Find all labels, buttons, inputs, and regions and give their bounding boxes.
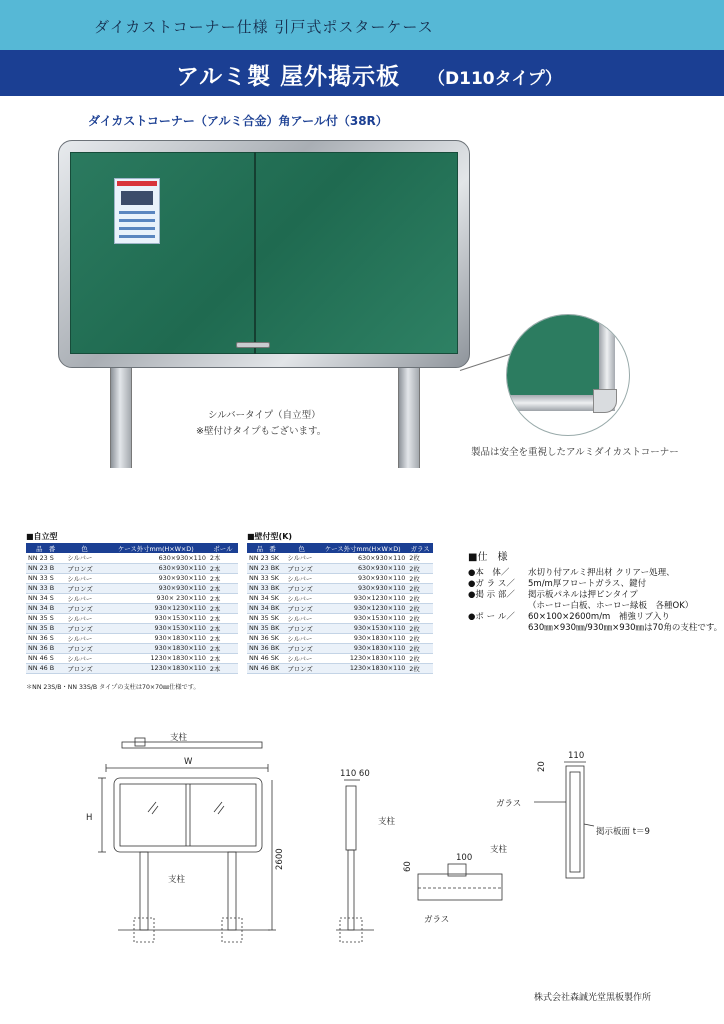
table-cell: 2本 <box>208 593 238 603</box>
table-row <box>247 593 433 603</box>
spec-item-label: ●ポ ー ル／ <box>468 612 515 622</box>
table-cell: 930×1530×110 <box>104 623 208 633</box>
height-2600-label: 2600 <box>275 848 285 870</box>
table-cell: ブロンズ <box>285 643 318 653</box>
table-cell: ブロンズ <box>65 663 103 673</box>
table-cell: 2本 <box>208 653 238 663</box>
spec-item-text: 630㎜×930㎜/930㎜×930㎜は70角の支柱です。 <box>528 623 723 633</box>
table-freestanding-caption: ■自立型 <box>26 532 58 541</box>
sliding-door-divider <box>254 152 256 354</box>
table-cell: シルバー <box>65 633 103 643</box>
table-cell: NN 23 B <box>26 563 65 573</box>
table-cell: NN 36 S <box>26 633 65 643</box>
table-cell: 930×1830×110 <box>104 633 208 643</box>
table-row <box>247 643 433 653</box>
poster-image <box>121 191 153 205</box>
profile-glass-label: ガラス <box>496 799 522 809</box>
column-header: ポール <box>208 543 238 553</box>
table-cell: 1230×1830×110 <box>318 663 407 673</box>
front-post-label: 支柱 <box>168 875 186 885</box>
spec-item-text: 水切り付アルミ押出材 クリアー処理、 <box>528 568 675 578</box>
table-row <box>26 583 238 593</box>
side-dims-label: 110 60 <box>340 769 370 779</box>
column-header: 色 <box>65 543 103 553</box>
photo-caption-type: シルバータイプ（自立型） <box>208 410 321 421</box>
table-cell: 930×1530×110 <box>318 623 407 633</box>
table-cell: 2枚 <box>407 623 433 633</box>
table-cell: 930×1230×110 <box>318 603 407 613</box>
table-cell: 2本 <box>208 553 238 563</box>
column-header: 品 番 <box>247 543 285 553</box>
table-cell: 2枚 <box>407 663 433 673</box>
side-post-label: 支柱 <box>378 817 396 827</box>
table-cell: 2本 <box>208 633 238 643</box>
table-cell: シルバー <box>65 553 103 563</box>
table-cell: 2枚 <box>407 593 433 603</box>
poster-line <box>119 211 155 214</box>
subheading: ダイカストコーナー（アルミ合金）角アール付（38R） <box>88 114 388 128</box>
spec-item-label: ●本 体／ <box>468 568 510 578</box>
table-row <box>26 643 238 653</box>
table-cell: 2本 <box>208 563 238 573</box>
table-cell: 2本 <box>208 583 238 593</box>
table-cell: シルバー <box>285 573 318 583</box>
table-row <box>247 583 433 593</box>
table-row <box>26 653 238 663</box>
table-cell: ブロンズ <box>65 583 103 593</box>
table-cell: 930×1230×110 <box>104 603 208 613</box>
table-row <box>26 663 238 673</box>
zoom-board <box>507 315 599 395</box>
table-cell: 930×1530×110 <box>104 613 208 623</box>
table-cell: ブロンズ <box>65 563 103 573</box>
table-cell: ブロンズ <box>285 663 318 673</box>
company-name: 株式会社森誠光堂黒板製作所 <box>534 993 652 1003</box>
table-row <box>26 573 238 583</box>
table-cell: シルバー <box>65 593 103 603</box>
table-row <box>247 623 433 633</box>
table-wall-caption: ■壁付型(K) <box>247 532 293 541</box>
table-row <box>26 613 238 623</box>
table-cell: 2枚 <box>407 613 433 623</box>
table-cell: シルバー <box>65 613 103 623</box>
poster-line <box>119 227 155 230</box>
sample-poster <box>114 178 160 244</box>
table-cell: NN 33 SK <box>247 573 285 583</box>
column-header: 品 番 <box>26 543 65 553</box>
top-post-label: 支柱 <box>170 733 188 743</box>
table-cell: 2枚 <box>407 633 433 643</box>
table-cell: NN 35 SK <box>247 613 285 623</box>
table-cell: NN 34 BK <box>247 603 285 613</box>
spec-item-text: 60×100×2600m/m 補強リブ入り <box>528 612 670 622</box>
table-cell: NN 23 BK <box>247 563 285 573</box>
section-post-label: 支柱 <box>490 845 508 855</box>
table-cell: 2枚 <box>407 563 433 573</box>
table-cell: 630×930×110 <box>104 553 208 563</box>
table-cell: シルバー <box>65 653 103 663</box>
table-cell: シルバー <box>285 613 318 623</box>
poster-line <box>119 235 155 238</box>
spec-heading: ■仕 様 <box>468 552 508 563</box>
table-cell: 930×1830×110 <box>318 633 407 643</box>
table-cell: NN 36 SK <box>247 633 285 643</box>
section-view <box>418 874 502 900</box>
left-post <box>110 356 132 468</box>
table-row <box>247 603 433 613</box>
table-cell: ブロンズ <box>65 623 103 633</box>
table-cell: 630×930×110 <box>318 553 407 563</box>
column-header: ガラス <box>407 543 433 553</box>
table-cell: 2枚 <box>407 583 433 593</box>
table-row <box>26 633 238 643</box>
table-cell: 2本 <box>208 603 238 613</box>
table-row <box>247 653 433 663</box>
table-cell: 930×930×110 <box>104 573 208 583</box>
table-cell: シルバー <box>285 553 318 563</box>
top-view-outline <box>122 742 262 748</box>
section-glass-label: ガラス <box>424 915 450 925</box>
table-cell: 2本 <box>208 643 238 653</box>
table-cell: 2本 <box>208 613 238 623</box>
poster-line <box>119 219 155 222</box>
table-cell: NN 35 B <box>26 623 65 633</box>
table-cell: ブロンズ <box>65 643 103 653</box>
right-post <box>398 356 420 468</box>
table-cell: 930×930×110 <box>104 583 208 593</box>
table-cell: NN 34 SK <box>247 593 285 603</box>
table-cell: NN 34 B <box>26 603 65 613</box>
table-cell: 930×930×110 <box>318 583 407 593</box>
table-cell: 2本 <box>208 623 238 633</box>
column-header: 色 <box>285 543 318 553</box>
table-cell: ブロンズ <box>285 563 318 573</box>
table-cell: シルバー <box>285 593 318 603</box>
h-label: H <box>86 813 93 823</box>
header-subtitle: ダイカストコーナー仕様 引戸式ポスターケース <box>94 18 434 36</box>
table-cell: NN 33 B <box>26 583 65 593</box>
table-cell: 630×930×110 <box>318 563 407 573</box>
page-title: アルミ製 屋外掲示板 <box>176 64 401 90</box>
table-cell: NN 46 B <box>26 663 65 673</box>
corner-zoom-callout <box>506 314 630 436</box>
table-cell: シルバー <box>285 653 318 663</box>
table-row <box>26 553 238 563</box>
table-cell: NN 36 BK <box>247 643 285 653</box>
table-cell: 930×1530×110 <box>318 613 407 623</box>
table-cell: NN 36 B <box>26 643 65 653</box>
table-cell: NN 34 S <box>26 593 65 603</box>
table-cell: NN 35 S <box>26 613 65 623</box>
table-cell: シルバー <box>285 633 318 643</box>
table-cell: NN 33 S <box>26 573 65 583</box>
table-cell: 2枚 <box>407 573 433 583</box>
table-cell: ブロンズ <box>285 583 318 593</box>
table-cell: 2本 <box>208 573 238 583</box>
zoom-caption: 製品は安全を重視したアルミダイカストコーナー <box>471 447 679 458</box>
table-cell: 2枚 <box>407 653 433 663</box>
profile-section <box>566 766 584 878</box>
spec-item <box>468 621 722 633</box>
table-cell: 2本 <box>208 663 238 673</box>
column-header: ケース外寸mm(H×W×D) <box>104 543 208 553</box>
side-view-case <box>346 786 356 850</box>
table-row <box>247 633 433 643</box>
table-cell: 630×930×110 <box>104 563 208 573</box>
lock-handle <box>236 342 270 348</box>
table-cell: NN 46 SK <box>247 653 285 663</box>
table-cell: NN 33 BK <box>247 583 285 593</box>
table-cell: NN 23 S <box>26 553 65 563</box>
table-row <box>26 603 238 613</box>
poster-header <box>117 181 157 186</box>
dim-60-label: 60 <box>403 861 413 872</box>
table-cell: NN 46 BK <box>247 663 285 673</box>
table-cell: 930×1830×110 <box>104 643 208 653</box>
technical-drawings <box>0 700 724 960</box>
dim-110-label: 110 <box>568 751 585 761</box>
table-cell: 930×1830×110 <box>318 643 407 653</box>
dim-100-label: 100 <box>456 853 473 863</box>
table-cell: NN 23 SK <box>247 553 285 563</box>
table-row <box>247 663 433 673</box>
table-wall <box>247 543 433 674</box>
table-cell: NN 46 S <box>26 653 65 663</box>
zoom-diecast-corner <box>593 389 617 413</box>
table-cell: ブロンズ <box>65 603 103 613</box>
table-cell: シルバー <box>65 573 103 583</box>
table-cell: 1230×1830×110 <box>104 653 208 663</box>
table-row <box>247 613 433 623</box>
table-row <box>247 553 433 563</box>
table-cell: 2枚 <box>407 643 433 653</box>
w-label: W <box>184 757 193 767</box>
table-row <box>26 593 238 603</box>
table-cell: NN 35 BK <box>247 623 285 633</box>
table-cell: ブロンズ <box>285 623 318 633</box>
table-cell: 930×930×110 <box>318 573 407 583</box>
spec-item-label: ●ガ ラ ス／ <box>468 579 515 589</box>
table-cell: 930× 230×110 <box>104 593 208 603</box>
table-cell: 2枚 <box>407 553 433 563</box>
table-row <box>26 623 238 633</box>
front-view-glass <box>120 784 256 846</box>
table-cell: 930×1230×110 <box>318 593 407 603</box>
dim-20-label: 20 <box>537 761 547 772</box>
table-cell: 1230×1830×110 <box>104 663 208 673</box>
spec-item-text: （ホーロー白板、ホーロー緑板 各種OK） <box>528 601 694 611</box>
table-cell: 1230×1830×110 <box>318 653 407 663</box>
spec-item-label: ●掲 示 部／ <box>468 590 515 600</box>
table-row <box>26 563 238 573</box>
table-row <box>247 573 433 583</box>
table-note: ＊NN 23S/B・NN 33S/B タイプの支柱は70×70㎜仕様です。 <box>26 684 200 691</box>
photo-caption-note: ※壁付けタイプもございます。 <box>196 426 327 437</box>
spec-item-text: 5m/m厚フロートガラス、鍵付 <box>528 579 647 589</box>
front-view-frame <box>114 778 262 852</box>
panel-label: 掲示板面 t＝9 <box>596 827 650 837</box>
table-cell: 2枚 <box>407 603 433 613</box>
column-header: ケース外寸mm(H×W×D) <box>318 543 407 553</box>
table-cell: ブロンズ <box>285 603 318 613</box>
spec-item-text: 掲示板パネルは押ピンタイプ <box>528 590 638 600</box>
page-type: （D110タイプ） <box>428 69 562 89</box>
table-row <box>247 563 433 573</box>
table-freestanding <box>26 543 238 674</box>
